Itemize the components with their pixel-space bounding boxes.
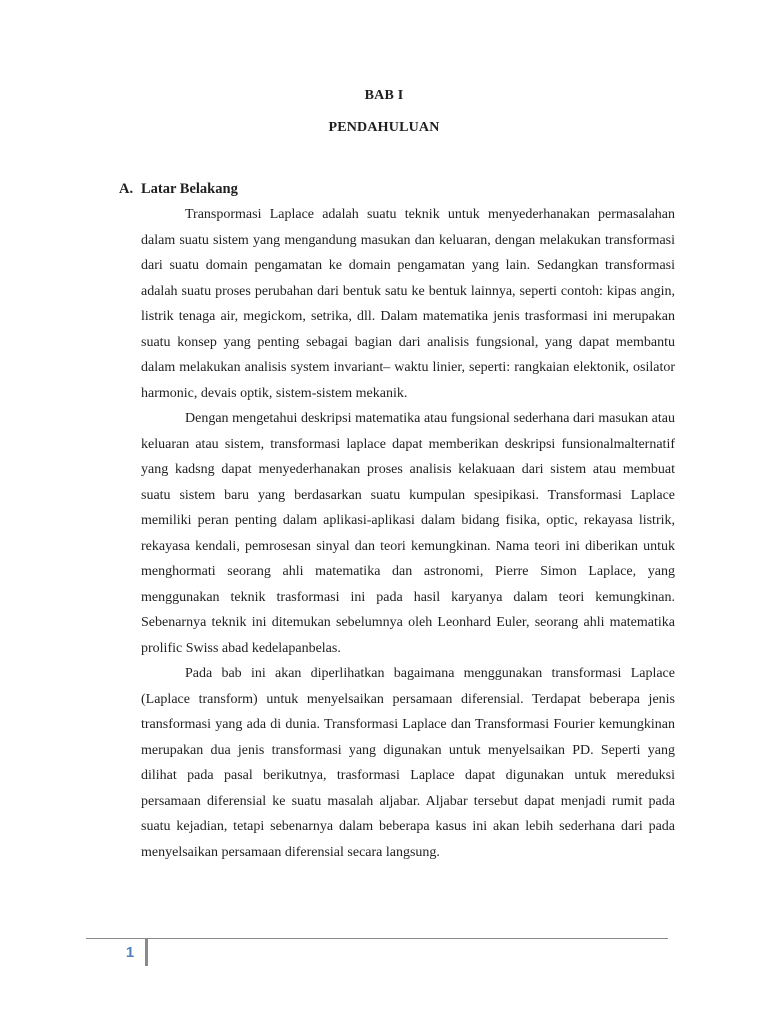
- section-letter: A.: [119, 181, 134, 197]
- page-number: 1: [125, 944, 135, 961]
- paragraph: Dengan mengetahui deskripsi matematika atau fungsional sederhana dari masukan atau keluaran atau sistem, transformasi laplace dapat memberikan deskripsi funsionalmalternatif yang kadsng dapat menyederhanakan proses analisis kelakuaan dari sistem atau membuat suatu sistem baru yang berdasarkan suatu kumpulan spesipikasi. Transformasi Laplace memiliki peran penting dalam aplikasi-aplikasi dalam bidang fisika, optic, rekayasa listrik, rekayasa kendali, pemrosesan sinyal dan teori kemungkinan. Nama teori ini diberikan untuk menghormati seorang ahli matematika dan astronomi, Pierre Simon Laplace, yang menggunakan teknik trasformasi ini pada hasil karyanya dalam teori kemungkinan. Sebenarnya teknik ini ditemukan sebelumnya oleh Leonhard Euler, seorang ahli matematika prolific Swiss abad kedelapanbelas.: [141, 411, 675, 656]
- chapter-title: PENDAHULUAN: [328, 120, 440, 135]
- paragraph: Transpormasi Laplace adalah suatu teknik untuk menyederhanakan permasalahan dalam suatu sistem yang mengandung masukan dan keluaran, dengan melakukan transformasi dari suatu domain pengamatan ke domain pengamatan yang lain. Sedangkan transformasi adalah suatu proses perubahan dari bentuk satu ke bentuk lainnya, seperti contoh: kipas angin, listrik tenaga air, megickom, setrika, dll. Dalam matematika jenis trasformasi ini merupakan suatu konsep yang penting sebagai bagian dari analisis fungsional, yang dapat membantu dalam melakukan analisis system invariant– waktu linier, seperti: rangkaian elektonik, osilator harmonic, devais optik, sistem-sistem mekanik.: [141, 207, 675, 401]
- footer-divider: [145, 939, 148, 966]
- section-heading: [119, 181, 238, 198]
- chapter-number: BAB I: [364, 88, 404, 103]
- section-title: Latar Belakang: [141, 181, 238, 197]
- footer-rule: [86, 938, 668, 939]
- paragraph: Pada bab ini akan diperlihatkan bagaimana menggunakan transformasi Laplace (Laplace transform) untuk menyelsaikan persamaan diferensial. Terdapat beberapa jenis transformasi yang ada di dunia. Transformasi Laplace dan Transformasi Fourier kemungkinan merupakan dua jenis transformasi yang digunakan untuk menyelsaikan PD. Seperti yang dilihat pada pasal berikutnya, trasformasi Laplace dapat digunakan untuk mereduksi persamaan diferensial ke suatu masalah aljabar. Aljabar tersebut dapat menjadi rumit pada suatu kejadian, tetapi sebenarnya dalam beberapa kasus ini akan lebih sederhana dari pada menyelsaikan persamaan diferensial secara langsung.: [141, 666, 675, 860]
- body-text: [141, 202, 675, 865]
